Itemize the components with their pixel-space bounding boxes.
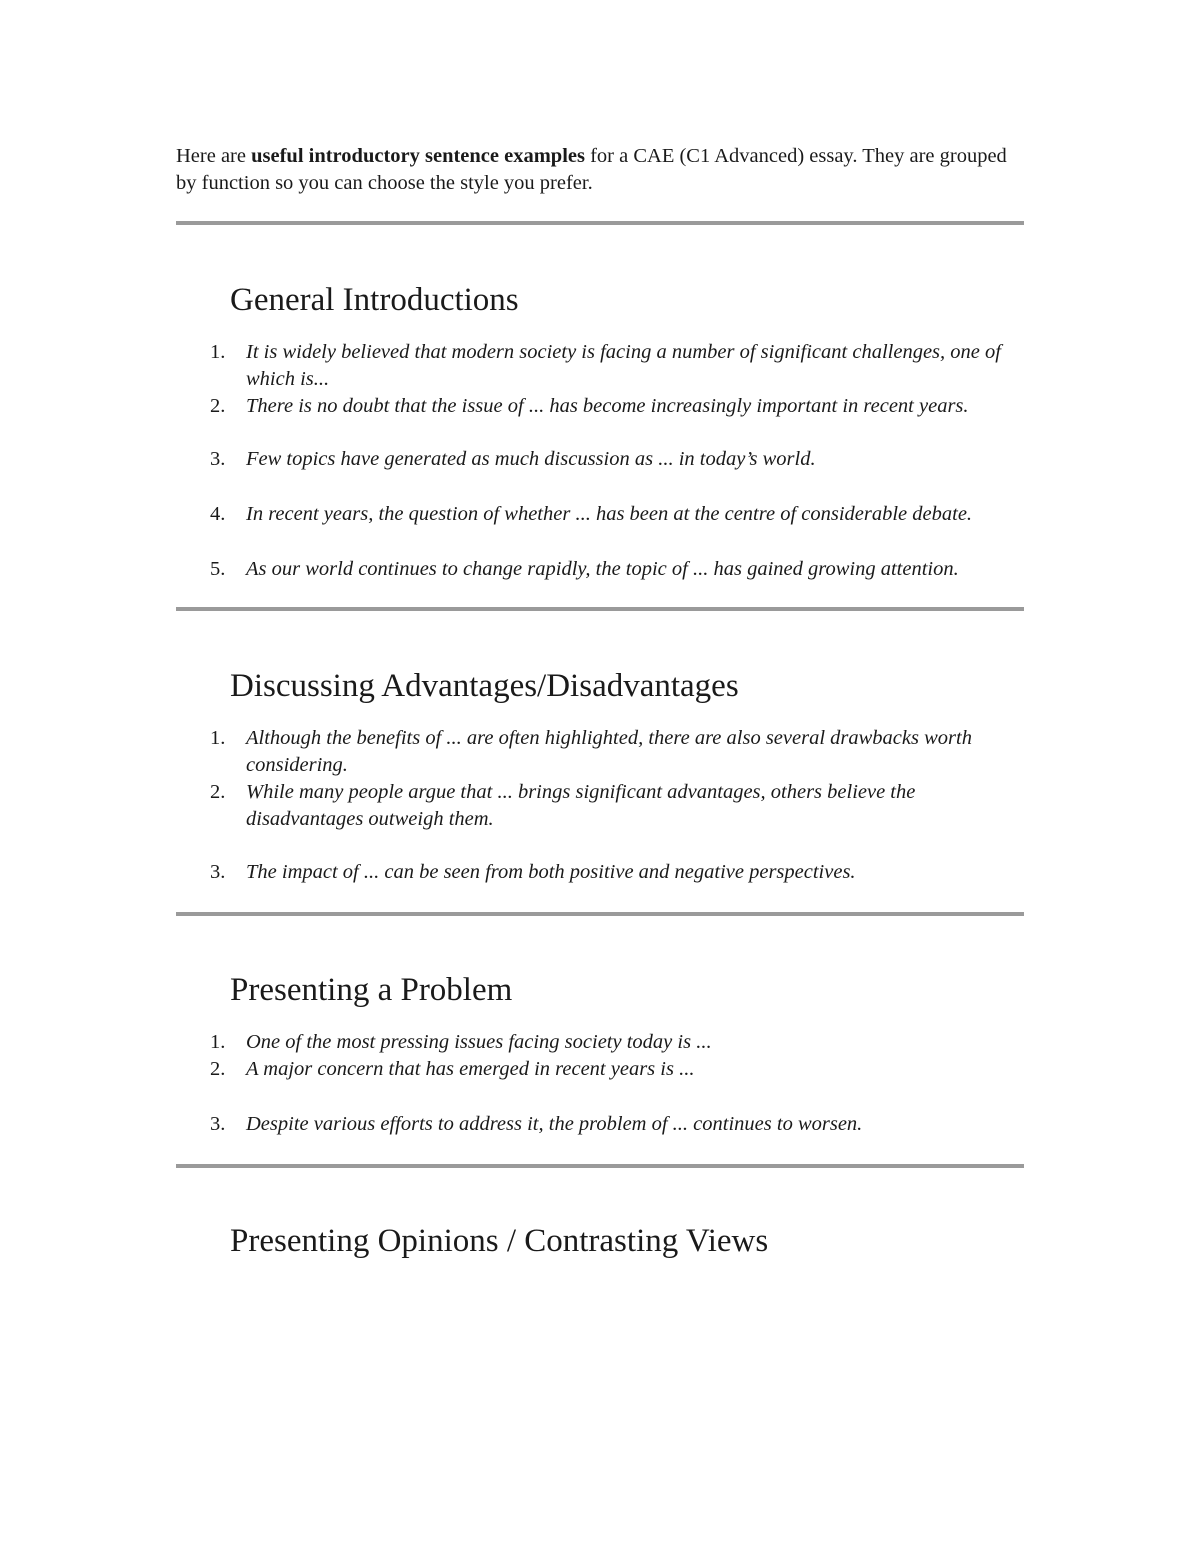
section-divider xyxy=(176,912,1024,916)
list-item-text: While many people argue that ... brings significant advantages, others believe the disadvantages outweigh them. xyxy=(246,781,916,830)
list-item-text: Although the benefits of ... are often highlighted, there are also several drawbacks worth considering. xyxy=(246,727,972,776)
list-item-text: A major concern that has emerged in recent years is ... xyxy=(246,1058,695,1080)
list-item-text: One of the most pressing issues facing society today is ... xyxy=(246,1031,712,1053)
list-item-number: 1. xyxy=(210,727,226,749)
section-heading-presenting-opinions: Presenting Opinions / Contrasting Views xyxy=(230,1223,769,1259)
list-item-number: 2. xyxy=(210,781,226,803)
list-item xyxy=(176,501,1024,528)
section-heading-general-introductions: General Introductions xyxy=(230,282,519,318)
list-item xyxy=(176,339,1024,393)
section-divider xyxy=(176,1164,1024,1168)
list-item-number: 1. xyxy=(210,341,226,363)
list-item-text: Few topics have generated as much discussion as ... in today’s world. xyxy=(246,448,816,470)
list-item xyxy=(176,556,1024,583)
list-item xyxy=(176,779,1024,833)
section-heading-presenting-a-problem: Presenting a Problem xyxy=(230,972,513,1008)
document-content xyxy=(176,143,1024,1261)
list-item xyxy=(176,446,1024,473)
list-item xyxy=(176,1056,1024,1083)
list-item-text: Despite various efforts to address it, the problem of ... continues to worsen. xyxy=(246,1113,863,1135)
advantages-disadvantages-list xyxy=(176,725,1024,886)
list-item xyxy=(176,1111,1024,1138)
presenting-a-problem-list xyxy=(176,1029,1024,1138)
list-item-text: The impact of ... can be seen from both positive and negative perspectives. xyxy=(246,861,856,883)
list-item xyxy=(176,1029,1024,1056)
list-item-number: 4. xyxy=(210,503,226,525)
intro-bold-phrase: useful introductory sentence examples xyxy=(251,145,585,167)
section-divider xyxy=(176,607,1024,611)
list-item-number: 3. xyxy=(210,448,226,470)
list-item-text: In recent years, the question of whether ... has been at the centre of considerable debate. xyxy=(246,503,973,525)
general-introductions-list xyxy=(176,339,1024,583)
list-item-number: 3. xyxy=(210,861,226,883)
list-item-number: 2. xyxy=(210,395,226,417)
list-item-number: 1. xyxy=(210,1031,226,1053)
section-divider xyxy=(176,221,1024,225)
intro-paragraph xyxy=(176,143,1024,197)
list-item-number: 3. xyxy=(210,1113,226,1135)
list-item-number: 2. xyxy=(210,1058,226,1080)
intro-suffix: for a CAE (C1 Advanced) essay. They are grouped by function so you can choose the style you prefer. xyxy=(176,145,1007,194)
list-item xyxy=(176,393,1024,420)
list-item-text: It is widely believed that modern society is facing a number of significant challenges, one of which is... xyxy=(246,341,1001,390)
intro-prefix: Here are xyxy=(176,145,252,167)
section-heading-advantages-disadvantages: Discussing Advantages/Disadvantages xyxy=(230,668,739,704)
list-item-text: As our world continues to change rapidly, the topic of ... has gained growing attention. xyxy=(246,558,959,580)
list-item-number: 5. xyxy=(210,558,226,580)
list-item xyxy=(176,725,1024,779)
list-item xyxy=(176,859,1024,886)
list-item-text: There is no doubt that the issue of ... has become increasingly important in recent years. xyxy=(246,395,969,417)
